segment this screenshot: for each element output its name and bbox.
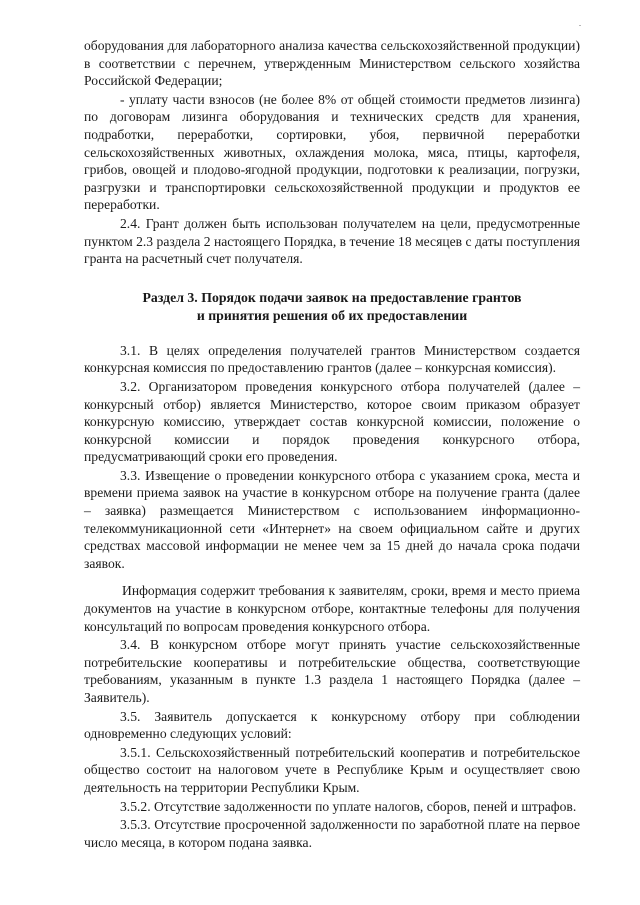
paragraph-3-1: 3.1. В целях определения получателей грантов Министерством создается конкурсная комиссия по предоставлению грантов (далее – конкурсная комиссия).	[84, 342, 580, 376]
info-paragraph: Информация содержит требования к заявителям, сроки, время и место приема документов на участие в конкурсном отборе, контактные телефоны для получения консультаций по вопросам проведения конкурсного отбора.	[84, 583, 580, 634]
section-title-line-2: и принятия решения об их предоставлении	[196, 307, 468, 323]
intro-paragraph-1: оборудования для лабораторного анализа качества сельскохозяйственной продукции) в соответствии с перечнем, утвержденным Министерством сельского хозяйства Российской Федерации;	[84, 38, 580, 89]
paragraph-3-5: 3.5. Заявитель допускается к конкурсному отбору при соблюдении одновременно следующих условий:	[84, 708, 580, 742]
intro-paragraph-2: - уплату части взносов (не более 8% от общей стоимости предметов лизинга) по договорам лизинга оборудования и технических средств для хранения, подработки, переработки, сортировки, убоя, первичной переработки сельскохозяйственных животных, охлаждения молока, мяса, птицы, картофеля, грибов, овощей и плодово-ягодной продукции, подготовки к реализации, погрузки, разгрузки и транспортировки сельскохозяйственной продукции и продуктов ее переработки.	[84, 91, 580, 213]
document-body	[84, 37, 580, 851]
intro-paragraph-3: 2.4. Грант должен быть использован получателем на цели, предусмотренные пунктом 2.3 раздела 2 настоящего Порядка, в течение 18 месяцев с даты поступления гранта на расчетный счет получателя.	[84, 215, 580, 267]
section-title	[84, 289, 580, 325]
paragraph-3-5-2: 3.5.2. Отсутствие задолженности по уплате налогов, сборов, пеней и штрафов.	[120, 798, 577, 814]
paragraph-3-5-1: 3.5.1. Сельскохозяйственный потребительский кооператив и потребительское общество состоит на налоговом учете в Республике Крым и осуществляет свою деятельность на территории Республики Крым.	[84, 744, 580, 795]
scan-speck	[579, 25, 581, 26]
paragraph-3-4: 3.4. В конкурсном отборе могут принять участие сельскохозяйственные потребительские кооперативы и потребительские общества, соответствующие требованиям, указанным в пункте 1.3 раздела 1 настоящего Порядка (далее – Заявитель).	[84, 637, 580, 705]
paragraph-3-2: 3.2. Организатором проведения конкурсного отбора получателей (далее – конкурсный отбор) является Министерство, которое своим приказом образует конкурсную комиссию, утверждает состав конкурсной комиссии, положение о конкурсной комиссии и порядок проведения конкурсного отбора, предусматривающий сроки его проведения.	[84, 378, 580, 465]
paragraph-3-3: 3.3. Извещение о проведении конкурсного отбора с указанием срока, места и времени приема заявок на участие в конкурсном отборе на получение гранта (далее – заявка) размещается Министерством с использованием информационно-телекоммуникационной сети «Интернет» на своем официальном сайте и других средствах массовой информации не менее чем за 15 дней до начала срока подачи заявок.	[84, 467, 580, 571]
section-title-line-1: Раздел 3. Порядок подачи заявок на предоставление грантов	[142, 289, 522, 305]
paragraph-3-5-3: 3.5.3. Отсутствие просроченной задолженности по заработной плате на первое число месяца, в котором подана заявка.	[84, 817, 580, 850]
